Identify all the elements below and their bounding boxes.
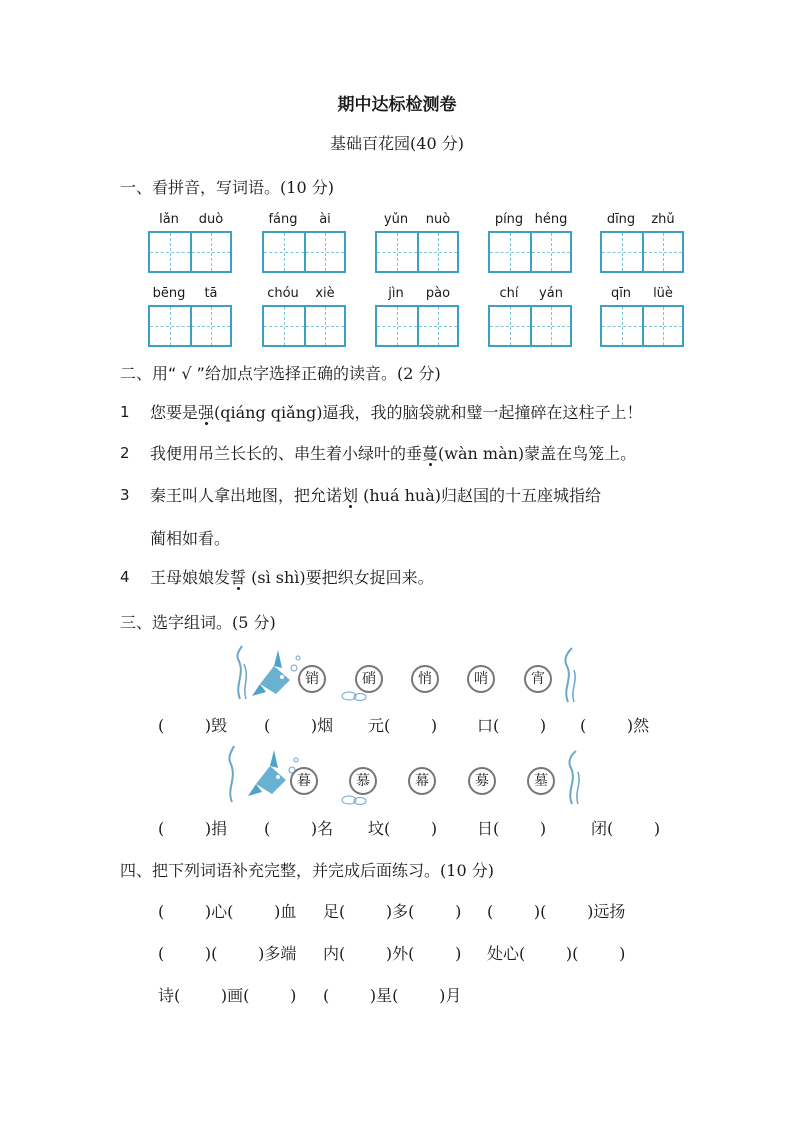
pinyin-label: lüè xyxy=(653,286,673,301)
q2-pre: 我便用吊兰长长的、串生着小绿叶的垂 xyxy=(150,444,423,463)
blank-item[interactable]: 元( ) xyxy=(368,716,438,735)
q3-continuation: 蔺相如看。 xyxy=(150,529,231,548)
section1-heading xyxy=(120,175,334,198)
writing-cell[interactable] xyxy=(642,233,682,271)
section2-heading xyxy=(120,361,441,384)
writing-cell[interactable] xyxy=(190,307,230,345)
char-circle: 墓 xyxy=(527,767,555,795)
q4-sentence xyxy=(150,565,434,588)
pinyin-label: tā xyxy=(204,286,218,301)
pinyin-group xyxy=(262,212,346,274)
blank-item[interactable]: 闭( ) xyxy=(591,819,661,838)
pinyin-label: nuò xyxy=(425,212,451,227)
writing-cell[interactable] xyxy=(417,233,457,271)
q3-sentence xyxy=(150,483,601,506)
char-circle: 销 xyxy=(298,665,326,693)
pinyin-group xyxy=(148,286,232,348)
pinyin-group xyxy=(148,212,232,274)
pinyin-label: duò xyxy=(198,212,224,227)
char-circle: 暮 xyxy=(290,767,318,795)
page-title: 期中达标检测卷 xyxy=(337,95,457,115)
tianzige-box xyxy=(488,305,572,347)
blank-item[interactable]: ( )名 xyxy=(264,819,334,838)
writing-cell[interactable] xyxy=(602,233,642,271)
q3-pre: 秦王叫人拿出地图，把允诺 xyxy=(150,486,343,505)
pinyin-label: fáng xyxy=(268,212,298,227)
pinyin-label: zhǔ xyxy=(651,212,675,227)
fish-decoration-1-icon xyxy=(232,644,302,704)
idiom-blank[interactable]: ( )( )多端 xyxy=(158,944,297,963)
q3-dotted-char: 划 xyxy=(342,486,359,505)
char-circle: 宵 xyxy=(524,665,552,693)
blank-item[interactable]: ( )毁 xyxy=(158,716,228,735)
q4-post: (sì shì)要把织女捉回来。 xyxy=(246,568,434,587)
section2-heading-text: 二、用“ √ ”给加点字选择正确的读音。 xyxy=(120,364,397,383)
pinyin-label: ài xyxy=(319,212,331,227)
q4-dotted-char: 誓 xyxy=(230,568,247,587)
q2-post: (wàn màn)蒙盖在鸟笼上。 xyxy=(438,444,637,463)
pinyin-label: bēng xyxy=(152,286,186,301)
writing-cell[interactable] xyxy=(150,233,190,271)
writing-cell[interactable] xyxy=(304,233,344,271)
tianzige-box xyxy=(262,305,346,347)
writing-cell[interactable] xyxy=(304,307,344,345)
tianzige-box xyxy=(375,231,459,273)
writing-cell[interactable] xyxy=(602,307,642,345)
pinyin-label: yǔn xyxy=(383,212,409,227)
writing-cell[interactable] xyxy=(264,233,304,271)
section4-heading-text: 四、把下列词语补充完整，并完成后面练习。 xyxy=(120,861,441,880)
pinyin-label: qīn xyxy=(610,286,632,301)
q1-dotted-char: 强 xyxy=(198,403,215,422)
writing-cell[interactable] xyxy=(264,307,304,345)
q2-sentence xyxy=(150,441,636,464)
pinyin-label: chí xyxy=(499,286,519,301)
section3-heading xyxy=(120,610,276,633)
seaweed-1-icon xyxy=(560,646,580,704)
tianzige-box xyxy=(488,231,572,273)
pinyin-group xyxy=(488,286,572,348)
pinyin-label: lǎn xyxy=(159,212,179,227)
tianzige-box xyxy=(600,231,684,273)
pinyin-group xyxy=(600,212,684,274)
page-subtitle: 基础百花园(40 分) xyxy=(330,134,464,153)
writing-cell[interactable] xyxy=(490,233,530,271)
section2-points: (2 分) xyxy=(396,364,441,383)
idiom-blank[interactable]: 内( )外( ) xyxy=(323,944,462,963)
tianzige-box xyxy=(148,231,232,273)
pinyin-label: chóu xyxy=(267,286,299,301)
pinyin-group xyxy=(600,286,684,348)
q1-post: (qiáng qiǎng)逼我，我的脑袋就和璧一起撞碎在这柱子上！ xyxy=(214,403,643,422)
writing-cell[interactable] xyxy=(530,307,570,345)
q1-pre: 您要是 xyxy=(150,403,199,422)
section3-heading-text: 三、选字组词。 xyxy=(120,613,233,632)
writing-cell[interactable] xyxy=(190,233,230,271)
blank-item[interactable]: 坟( ) xyxy=(368,819,438,838)
pinyin-label: jìn xyxy=(388,286,404,301)
q4-number: 4 xyxy=(120,568,130,586)
writing-cell[interactable] xyxy=(642,307,682,345)
pinyin-group xyxy=(488,212,572,274)
blank-item[interactable]: 口( ) xyxy=(477,716,547,735)
idiom-blank[interactable]: ( )星( )月 xyxy=(323,986,462,1005)
writing-cell[interactable] xyxy=(150,307,190,345)
tianzige-box xyxy=(262,231,346,273)
section1-points: (10 分) xyxy=(280,178,334,197)
writing-cell[interactable] xyxy=(417,307,457,345)
tianzige-box xyxy=(148,305,232,347)
blank-item[interactable]: ( )烟 xyxy=(264,716,334,735)
section1-heading-text: 一、看拼音，写词语。 xyxy=(120,178,281,197)
writing-cell[interactable] xyxy=(490,307,530,345)
pinyin-label: pào xyxy=(425,286,451,301)
q4-pre: 王母娘娘发 xyxy=(150,568,231,587)
char-circle: 募 xyxy=(468,767,496,795)
seaweed-2-icon xyxy=(564,750,584,806)
tianzige-box xyxy=(375,305,459,347)
section3-points: (5 分) xyxy=(232,613,276,632)
writing-cell[interactable] xyxy=(530,233,570,271)
q1-sentence xyxy=(150,400,643,423)
q2-dotted-char: 蔓 xyxy=(422,444,439,463)
tianzige-box xyxy=(600,305,684,347)
q1-number: 1 xyxy=(120,403,130,421)
pinyin-label: píng xyxy=(494,212,524,227)
pinyin-label: dīng xyxy=(606,212,636,227)
section4-points: (10 分) xyxy=(440,861,494,880)
idiom-blank[interactable]: 处心( )( ) xyxy=(487,944,626,963)
q3-post: (huá huà)归赵国的十五座城指给 xyxy=(358,486,601,505)
blank-item[interactable]: ( )捐 xyxy=(158,819,228,838)
blank-item[interactable]: ( )然 xyxy=(580,716,650,735)
pinyin-group xyxy=(375,212,459,274)
char-circle: 幕 xyxy=(408,767,436,795)
writing-cell[interactable] xyxy=(377,307,417,345)
idiom-blank[interactable]: ( )( )远扬 xyxy=(487,902,626,921)
char-circle: 硝 xyxy=(355,665,383,693)
blank-item[interactable]: 日( ) xyxy=(477,819,547,838)
pinyin-group xyxy=(262,286,346,348)
q3-number: 3 xyxy=(120,486,130,504)
char-circle: 哨 xyxy=(467,665,495,693)
section4-heading xyxy=(120,858,494,881)
idiom-blank[interactable]: 诗( )画( ) xyxy=(158,986,297,1005)
writing-cell[interactable] xyxy=(377,233,417,271)
idiom-blank[interactable]: 足( )多( ) xyxy=(323,902,462,921)
char-circle: 悄 xyxy=(411,665,439,693)
q2-number: 2 xyxy=(120,444,130,462)
pinyin-label: xiè xyxy=(315,286,335,301)
pinyin-group xyxy=(375,286,459,348)
pinyin-label: yán xyxy=(539,286,563,301)
char-circle: 慕 xyxy=(349,767,377,795)
pinyin-label: héng xyxy=(534,212,568,227)
idiom-blank[interactable]: ( )心( )血 xyxy=(158,902,297,921)
